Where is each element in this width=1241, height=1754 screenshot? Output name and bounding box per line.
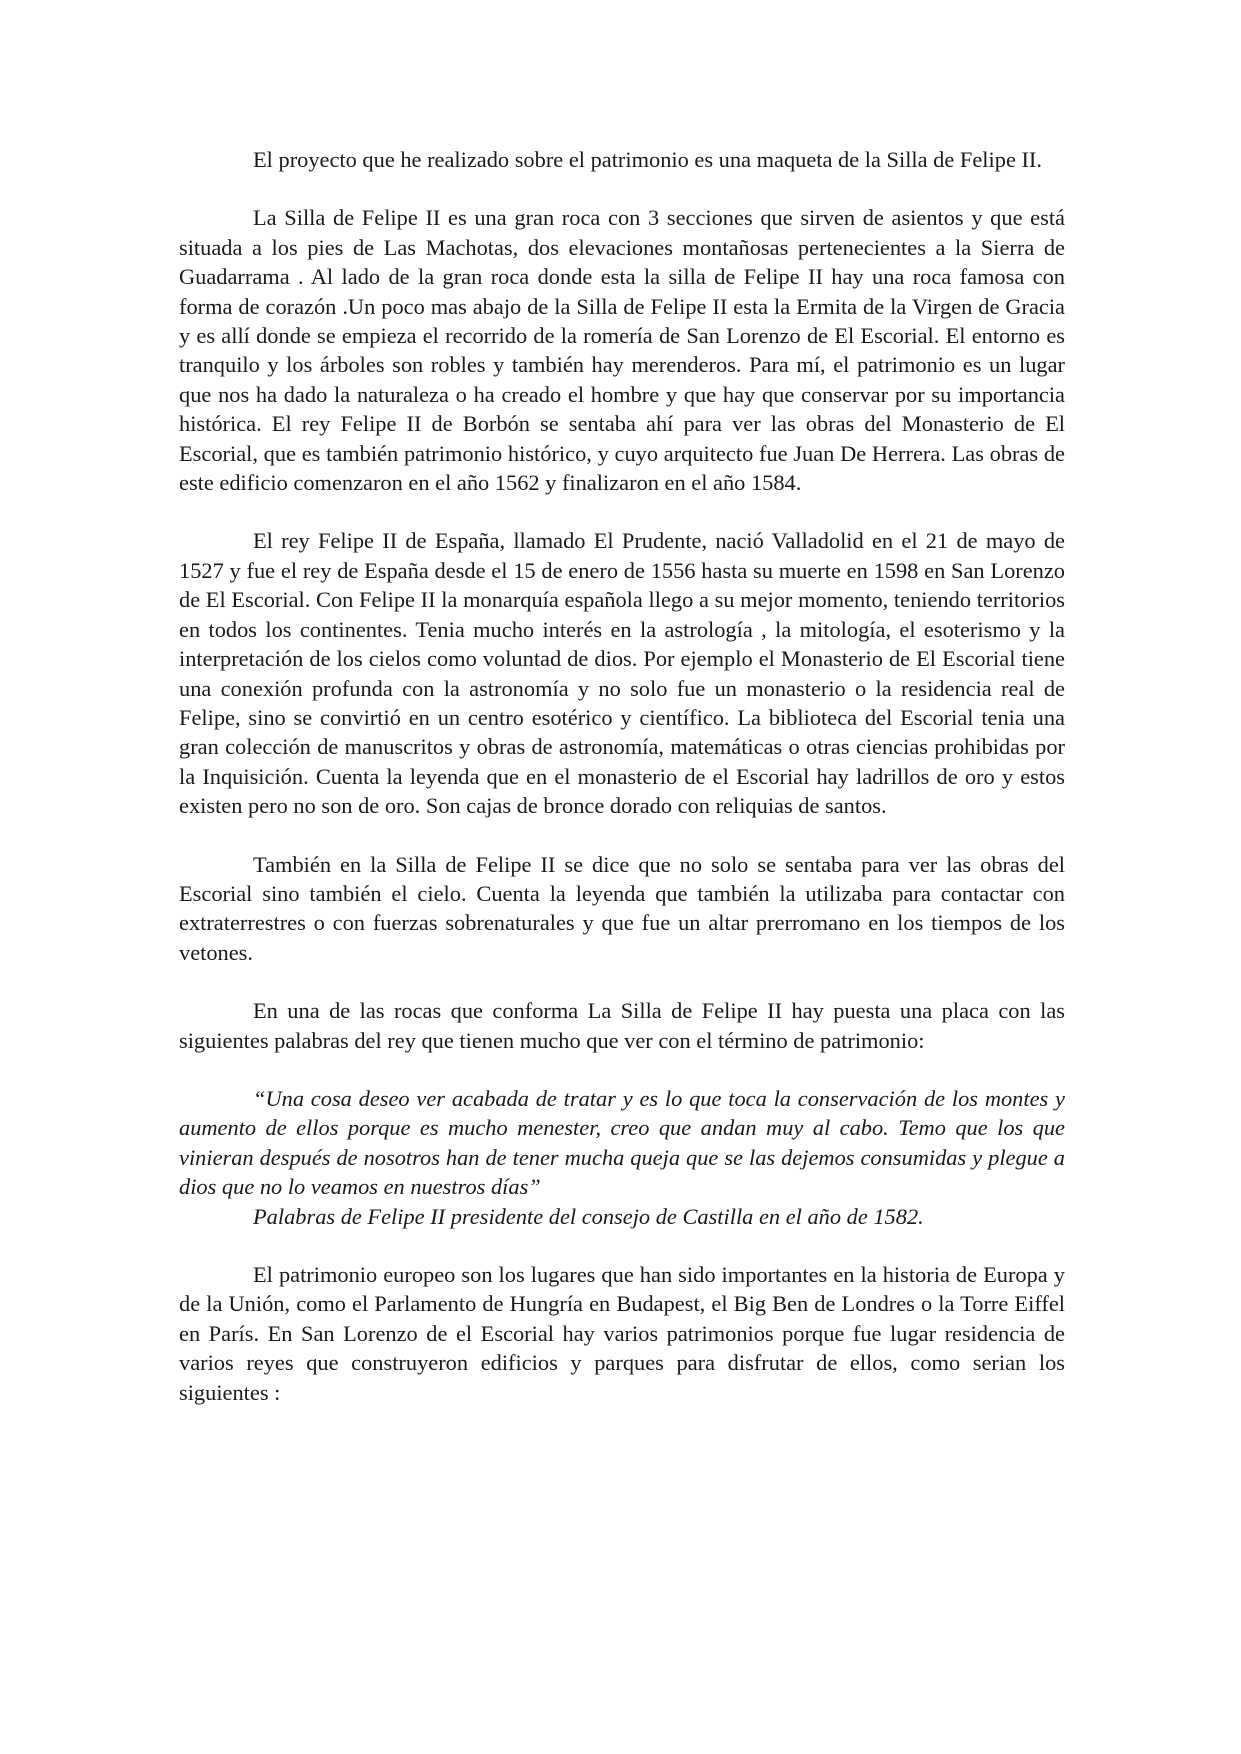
paragraph-european-heritage: El patrimonio europeo son los lugares que han sido importantes en la historia de Europa y de la Unión, como el Parlamento de Hungría en Budapest, el Big Ben de Londres o la Torre Eiffel en París. En San Lorenzo de el Escorial hay varios patrimonios porque fue lugar residencia de varios reyes que construyeron edificios y parques para disfrutar de ellos, como serian los siguientes : <box>179 1262 1065 1405</box>
paragraph-silla-description: La Silla de Felipe II es una gran roca con 3 secciones que sirven de asientos y que está situada a los pies de Las Machotas, dos elevaciones montañosas pertenecientes a la Sierra de Guadarrama . Al lado de la gran roca donde esta la silla de Felipe II hay una roca famosa con forma de corazón .Un poco mas abajo de la Silla de Felipe II esta la Ermita de la Virgen de Gracia y es allí donde se empieza el recorrido de la romería de San Lorenzo de El Escorial. El entorno es tranquilo y los árboles son robles y también hay merenderos. Para mí, el patrimonio es un lugar que nos ha dado la naturaleza o ha creado el hombre y que hay que conservar por su importancia histórica. El rey Felipe II de Borbón se sentaba ahí para ver las obras del Monasterio de El Escorial, que es también patrimonio histórico, y cuyo arquitecto fue Juan De Herrera. Las obras de este edificio comenzaron en el año 1562 y finalizaron en el año 1584. <box>179 205 1065 496</box>
plaque-quote: “Una cosa deseo ver acabada de tratar y es lo que toca la conservación de los montes y aumento de ellos porque es mucho menester, creo que andan muy al cabo. Temo que los que vinieran después de nosotros han de tener mucha queja que se las dejemos consumidas y plegue a dios que no lo veamos en nuestros días” <box>179 1085 1065 1200</box>
paragraph-felipe-biography: El rey Felipe II de España, llamado El Prudente, nació Valladolid en el 21 de mayo de 1527 y fue el rey de España desde el 15 de enero de 1556 hasta su muerte en 1598 en San Lorenzo de El Escorial. Con Felipe II la monarquía española llego a su mejor momento, teniendo territorios en todos los continentes. Tenia mucho interés en la astrología , la mitología, el esoterismo y la interpretación de los cielos como voluntad de dios. Por ejemplo el Monasterio de El Escorial tiene una conexión profunda con la astronomía y no solo fue un monasterio o la residencia real de Felipe, sino se convirtió en un centro esotérico y científico. La biblioteca del Escorial tenia una gran colección de manuscritos y obras de astronomía, matemáticas o otras ciencias prohibidas por la Inquisición. Cuenta la leyenda que en el monasterio de el Escorial hay ladrillos de oro y estos existen pero no son de oro. Son cajas de bronce dorado con reliquias de santos. <box>179 528 1065 819</box>
paragraph-intro: El proyecto que he realizado sobre el patrimonio es una maqueta de la Silla de Felipe II. <box>253 147 1042 172</box>
quote-attribution: Palabras de Felipe II presidente del consejo de Castilla en el año de 1582. <box>253 1203 924 1229</box>
paragraph-legend: También en la Silla de Felipe II se dice que no solo se sentaba para ver las obras del Escorial sino también el cielo. Cuenta la leyenda que también la utilizaba para contactar con extraterrestres o con fuerzas sobrenaturales y que fue un altar prerromano en los tiempos de los vetones. <box>179 851 1065 965</box>
document-body <box>179 145 1065 1436</box>
paragraph-plaque: En una de las rocas que conforma La Silla de Felipe II hay puesta una placa con las siguientes palabras del rey que tienen mucho que ver con el término de patrimonio: <box>179 998 1065 1053</box>
